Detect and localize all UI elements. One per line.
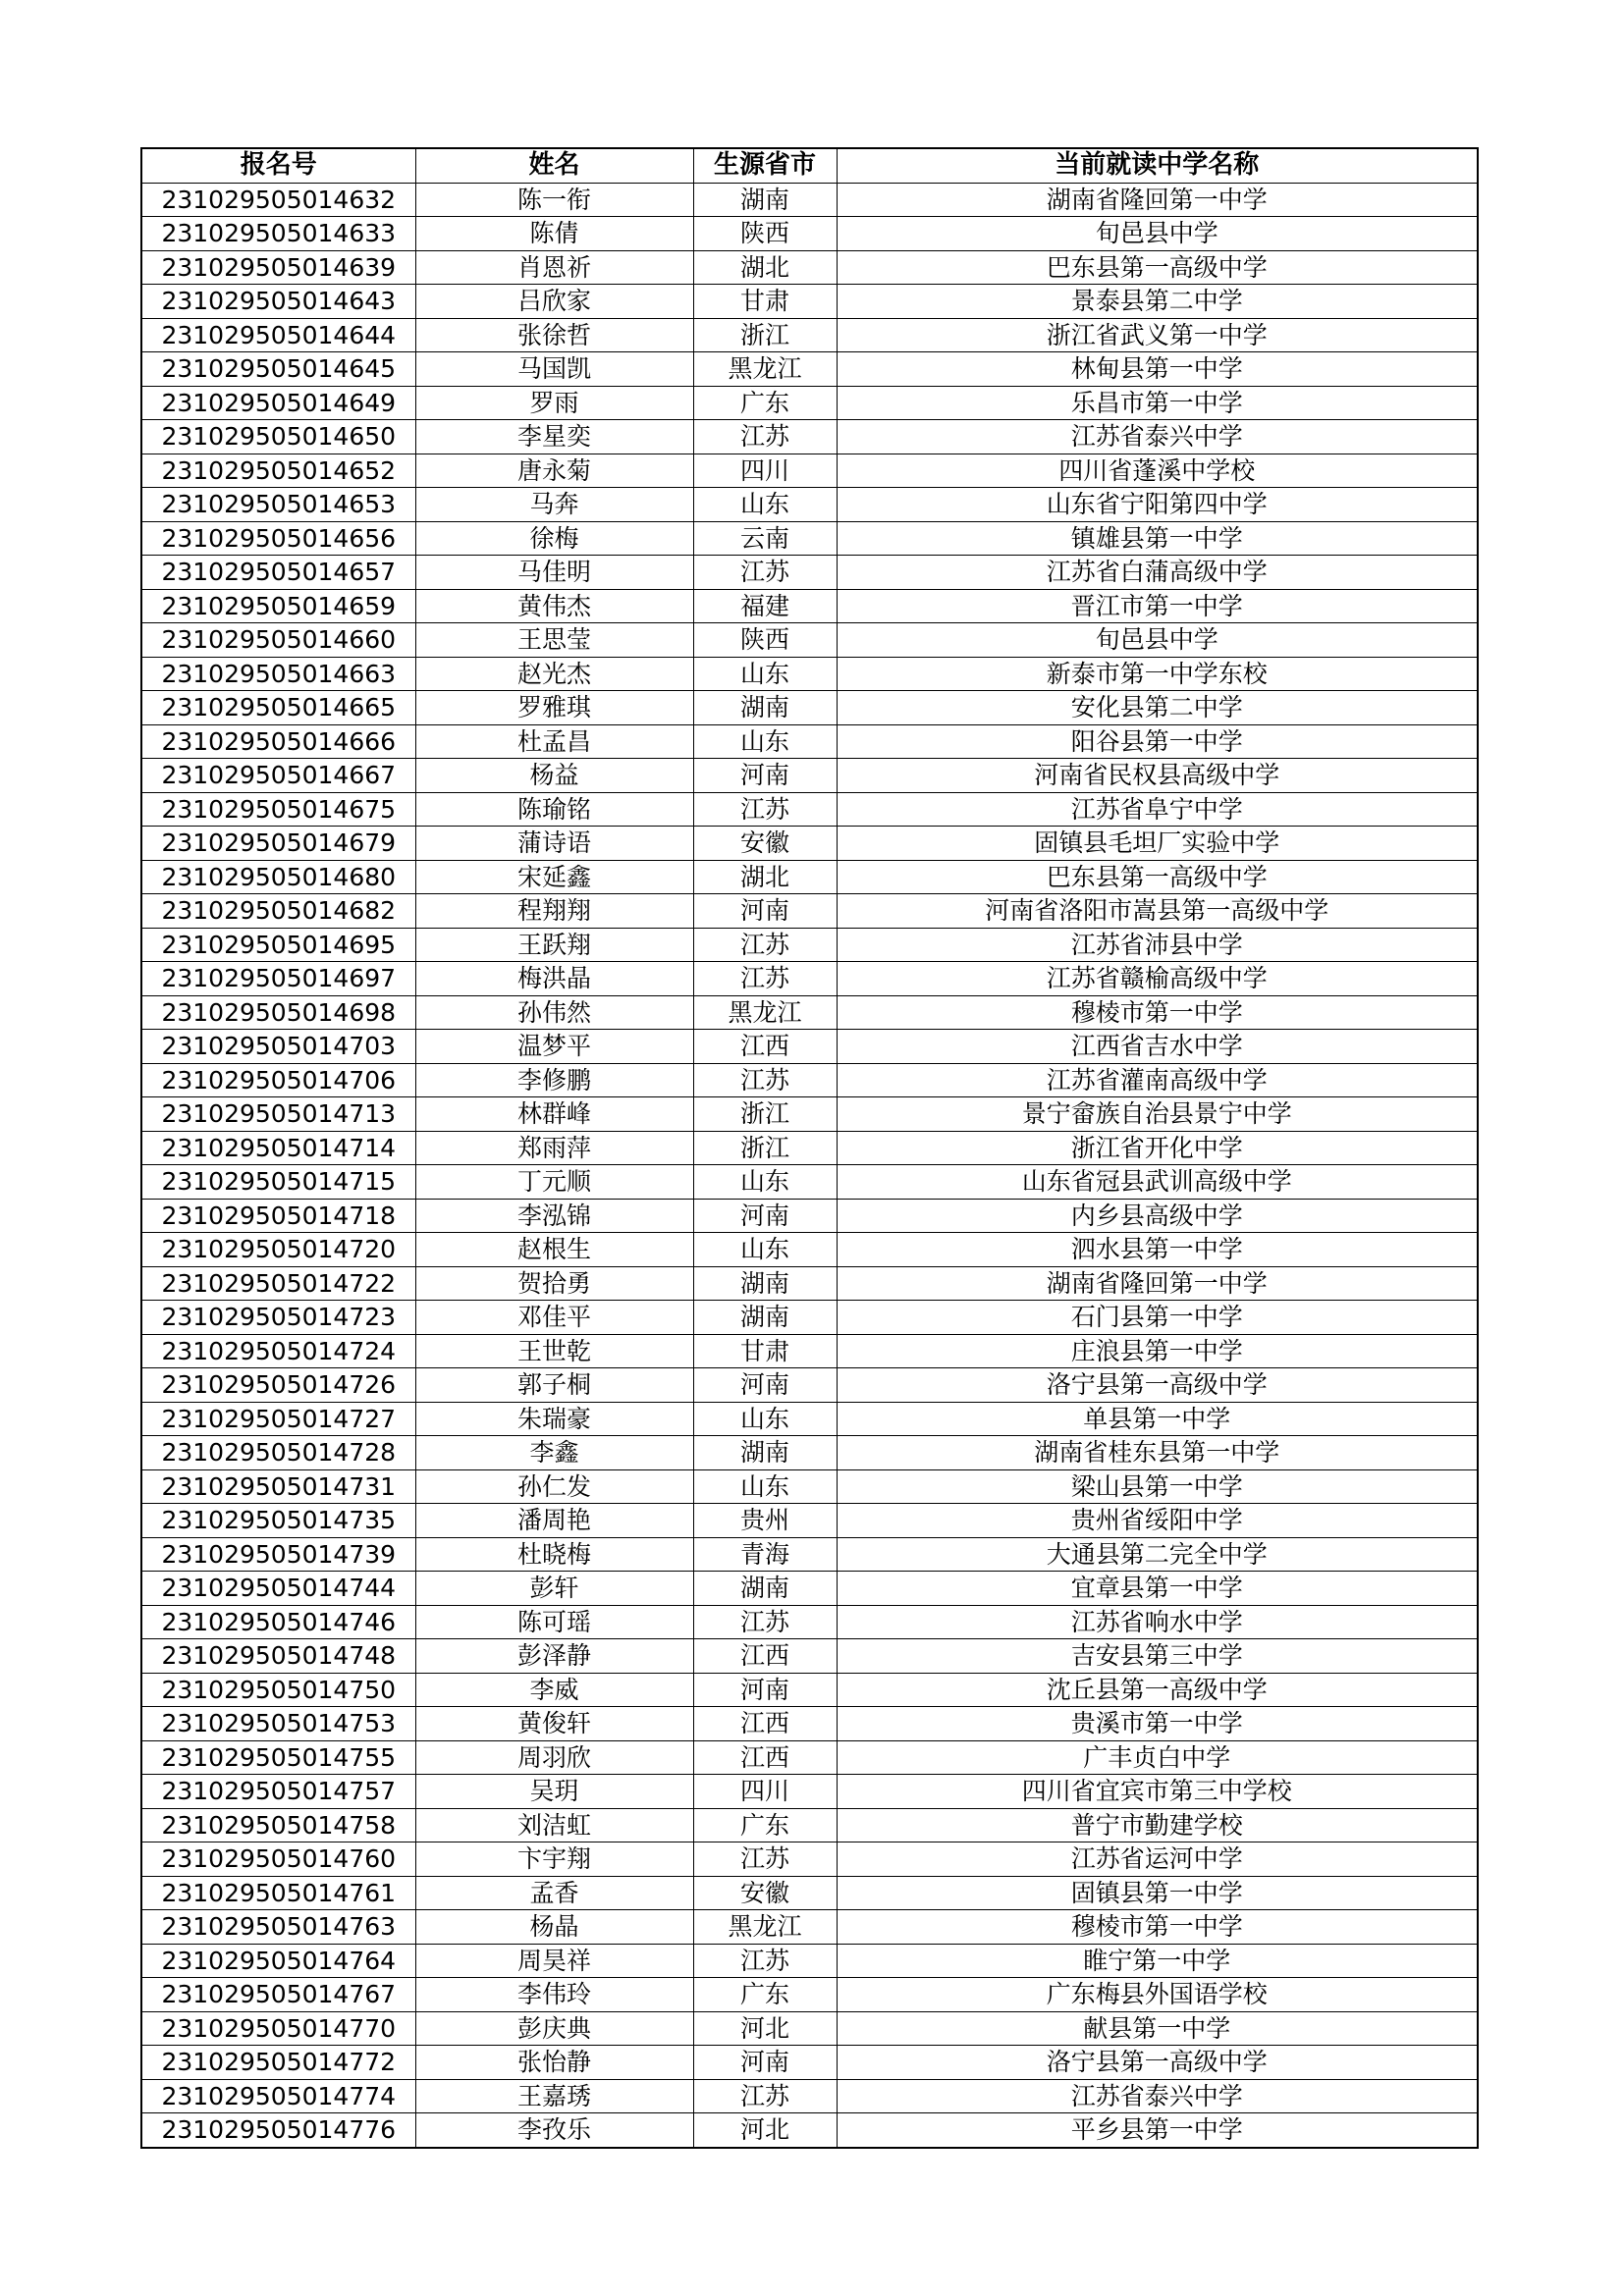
table-row xyxy=(141,1639,1478,1674)
cell-registration-number: 231029505014755 xyxy=(141,1740,415,1775)
cell-name: 郭子桐 xyxy=(415,1368,693,1403)
cell-name: 朱瑞豪 xyxy=(415,1402,693,1436)
cell-province: 山东 xyxy=(693,657,837,691)
cell-province: 山东 xyxy=(693,1233,837,1267)
cell-province: 湖南 xyxy=(693,1572,837,1606)
cell-name: 张怡静 xyxy=(415,2046,693,2080)
cell-school: 河南省民权县高级中学 xyxy=(837,759,1478,793)
header-school: 当前就读中学名称 xyxy=(837,148,1478,183)
table-row xyxy=(141,1266,1478,1301)
cell-province: 河北 xyxy=(693,2113,837,2148)
cell-name: 李泓锦 xyxy=(415,1199,693,1233)
cell-registration-number: 231029505014675 xyxy=(141,792,415,827)
table-row xyxy=(141,589,1478,623)
table-row xyxy=(141,792,1478,827)
cell-name: 孙仁发 xyxy=(415,1469,693,1504)
cell-name: 林群峰 xyxy=(415,1097,693,1132)
table-row xyxy=(141,183,1478,217)
table-row xyxy=(141,2113,1478,2148)
cell-province: 江苏 xyxy=(693,1944,837,1978)
cell-school: 四川省蓬溪中学校 xyxy=(837,454,1478,488)
cell-registration-number: 231029505014776 xyxy=(141,2113,415,2148)
cell-school: 安化县第二中学 xyxy=(837,691,1478,725)
cell-name: 贺拾勇 xyxy=(415,1266,693,1301)
header-name: 姓名 xyxy=(415,148,693,183)
cell-school: 四川省宜宾市第三中学校 xyxy=(837,1775,1478,1809)
cell-school: 江西省吉水中学 xyxy=(837,1030,1478,1064)
cell-name: 周羽欣 xyxy=(415,1740,693,1775)
cell-name: 李修鹏 xyxy=(415,1063,693,1097)
table-row xyxy=(141,488,1478,522)
cell-registration-number: 231029505014767 xyxy=(141,1978,415,2012)
cell-name: 周昊祥 xyxy=(415,1944,693,1978)
cell-registration-number: 231029505014764 xyxy=(141,1944,415,1978)
cell-registration-number: 231029505014715 xyxy=(141,1165,415,1200)
cell-registration-number: 231029505014657 xyxy=(141,556,415,590)
cell-school: 平乡县第一中学 xyxy=(837,2113,1478,2148)
cell-school: 浙江省武义第一中学 xyxy=(837,318,1478,352)
cell-province: 江苏 xyxy=(693,962,837,996)
cell-registration-number: 231029505014770 xyxy=(141,2011,415,2046)
cell-name: 郑雨萍 xyxy=(415,1131,693,1165)
cell-province: 河南 xyxy=(693,1199,837,1233)
cell-name: 赵根生 xyxy=(415,1233,693,1267)
cell-province: 福建 xyxy=(693,589,837,623)
cell-school: 河南省洛阳市嵩县第一高级中学 xyxy=(837,894,1478,929)
table-row xyxy=(141,1030,1478,1064)
cell-province: 黑龙江 xyxy=(693,995,837,1030)
cell-province: 河南 xyxy=(693,759,837,793)
cell-name: 卞宇翔 xyxy=(415,1842,693,1877)
cell-province: 河南 xyxy=(693,894,837,929)
cell-registration-number: 231029505014744 xyxy=(141,1572,415,1606)
table-row xyxy=(141,1605,1478,1639)
table-header-row xyxy=(141,148,1478,183)
table-row xyxy=(141,1740,1478,1775)
cell-registration-number: 231029505014649 xyxy=(141,386,415,420)
cell-province: 江苏 xyxy=(693,556,837,590)
cell-registration-number: 231029505014723 xyxy=(141,1301,415,1335)
table-row xyxy=(141,1233,1478,1267)
cell-province: 河北 xyxy=(693,2011,837,2046)
cell-registration-number: 231029505014758 xyxy=(141,1808,415,1842)
cell-school: 旬邑县中学 xyxy=(837,217,1478,251)
cell-registration-number: 231029505014643 xyxy=(141,285,415,319)
cell-registration-number: 231029505014680 xyxy=(141,860,415,894)
cell-province: 江西 xyxy=(693,1639,837,1674)
cell-registration-number: 231029505014703 xyxy=(141,1030,415,1064)
cell-school: 江苏省泰兴中学 xyxy=(837,2079,1478,2113)
cell-name: 李伟玲 xyxy=(415,1978,693,2012)
cell-name: 陈瑜铭 xyxy=(415,792,693,827)
cell-registration-number: 231029505014659 xyxy=(141,589,415,623)
cell-province: 四川 xyxy=(693,1775,837,1809)
cell-name: 马奔 xyxy=(415,488,693,522)
cell-name: 唐永菊 xyxy=(415,454,693,488)
table-row xyxy=(141,1334,1478,1368)
table-row xyxy=(141,318,1478,352)
table-row xyxy=(141,2011,1478,2046)
cell-registration-number: 231029505014739 xyxy=(141,1537,415,1572)
cell-school: 湖南省隆回第一中学 xyxy=(837,183,1478,217)
cell-name: 宋延鑫 xyxy=(415,860,693,894)
cell-school: 景宁畲族自治县景宁中学 xyxy=(837,1097,1478,1132)
cell-school: 广丰贞白中学 xyxy=(837,1740,1478,1775)
cell-registration-number: 231029505014728 xyxy=(141,1436,415,1470)
cell-name: 杨益 xyxy=(415,759,693,793)
cell-registration-number: 231029505014718 xyxy=(141,1199,415,1233)
cell-registration-number: 231029505014665 xyxy=(141,691,415,725)
cell-province: 贵州 xyxy=(693,1504,837,1538)
cell-province: 湖北 xyxy=(693,250,837,285)
cell-province: 江西 xyxy=(693,1707,837,1741)
cell-school: 单县第一中学 xyxy=(837,1402,1478,1436)
cell-registration-number: 231029505014663 xyxy=(141,657,415,691)
cell-name: 王思莹 xyxy=(415,623,693,658)
table-row xyxy=(141,1673,1478,1707)
cell-registration-number: 231029505014748 xyxy=(141,1639,415,1674)
cell-registration-number: 231029505014727 xyxy=(141,1402,415,1436)
cell-registration-number: 231029505014746 xyxy=(141,1605,415,1639)
cell-name: 梅洪晶 xyxy=(415,962,693,996)
cell-province: 湖南 xyxy=(693,1436,837,1470)
table-row xyxy=(141,724,1478,759)
cell-name: 罗雨 xyxy=(415,386,693,420)
cell-registration-number: 231029505014774 xyxy=(141,2079,415,2113)
cell-province: 安徽 xyxy=(693,1876,837,1910)
cell-registration-number: 231029505014757 xyxy=(141,1775,415,1809)
cell-school: 庄浪县第一中学 xyxy=(837,1334,1478,1368)
cell-name: 王世乾 xyxy=(415,1334,693,1368)
cell-province: 广东 xyxy=(693,386,837,420)
cell-name: 李星奕 xyxy=(415,420,693,454)
cell-name: 陈倩 xyxy=(415,217,693,251)
cell-province: 江苏 xyxy=(693,2079,837,2113)
cell-name: 彭庆典 xyxy=(415,2011,693,2046)
cell-registration-number: 231029505014660 xyxy=(141,623,415,658)
cell-school: 固镇县第一中学 xyxy=(837,1876,1478,1910)
cell-registration-number: 231029505014698 xyxy=(141,995,415,1030)
cell-registration-number: 231029505014720 xyxy=(141,1233,415,1267)
table-row xyxy=(141,386,1478,420)
cell-province: 湖南 xyxy=(693,1301,837,1335)
cell-school: 睢宁第一中学 xyxy=(837,1944,1478,1978)
cell-province: 甘肃 xyxy=(693,285,837,319)
cell-registration-number: 231029505014722 xyxy=(141,1266,415,1301)
cell-name: 黄伟杰 xyxy=(415,589,693,623)
cell-name: 王嘉琇 xyxy=(415,2079,693,2113)
cell-school: 大通县第二完全中学 xyxy=(837,1537,1478,1572)
cell-province: 安徽 xyxy=(693,827,837,861)
table-row xyxy=(141,1402,1478,1436)
cell-school: 沈丘县第一高级中学 xyxy=(837,1673,1478,1707)
cell-school: 宜章县第一中学 xyxy=(837,1572,1478,1606)
cell-name: 孟香 xyxy=(415,1876,693,1910)
cell-school: 江苏省灌南高级中学 xyxy=(837,1063,1478,1097)
cell-registration-number: 231029505014726 xyxy=(141,1368,415,1403)
table-row xyxy=(141,1842,1478,1877)
cell-province: 江苏 xyxy=(693,792,837,827)
cell-registration-number: 231029505014724 xyxy=(141,1334,415,1368)
cell-school: 献县第一中学 xyxy=(837,2011,1478,2046)
table-row xyxy=(141,556,1478,590)
cell-registration-number: 231029505014706 xyxy=(141,1063,415,1097)
table-row xyxy=(141,250,1478,285)
table-row xyxy=(141,1707,1478,1741)
student-table xyxy=(140,147,1479,2149)
cell-registration-number: 231029505014632 xyxy=(141,183,415,217)
cell-registration-number: 231029505014695 xyxy=(141,928,415,962)
table-row xyxy=(141,995,1478,1030)
cell-registration-number: 231029505014682 xyxy=(141,894,415,929)
cell-school: 江苏省赣榆高级中学 xyxy=(837,962,1478,996)
cell-school: 江苏省泰兴中学 xyxy=(837,420,1478,454)
cell-name: 肖恩祈 xyxy=(415,250,693,285)
cell-name: 杨晶 xyxy=(415,1910,693,1945)
cell-province: 黑龙江 xyxy=(693,1910,837,1945)
cell-province: 山东 xyxy=(693,1165,837,1200)
cell-province: 江苏 xyxy=(693,1842,837,1877)
table-row xyxy=(141,623,1478,658)
table-row xyxy=(141,420,1478,454)
table-row xyxy=(141,521,1478,556)
cell-name: 蒲诗语 xyxy=(415,827,693,861)
cell-school: 镇雄县第一中学 xyxy=(837,521,1478,556)
cell-school: 山东省冠县武训高级中学 xyxy=(837,1165,1478,1200)
table-row xyxy=(141,1165,1478,1200)
cell-registration-number: 231029505014639 xyxy=(141,250,415,285)
cell-province: 湖南 xyxy=(693,691,837,725)
cell-province: 广东 xyxy=(693,1808,837,1842)
cell-name: 刘洁虹 xyxy=(415,1808,693,1842)
cell-province: 山东 xyxy=(693,488,837,522)
cell-province: 浙江 xyxy=(693,1097,837,1132)
table-row xyxy=(141,285,1478,319)
cell-name: 丁元顺 xyxy=(415,1165,693,1200)
cell-name: 赵光杰 xyxy=(415,657,693,691)
cell-school: 湖南省桂东县第一中学 xyxy=(837,1436,1478,1470)
cell-registration-number: 231029505014645 xyxy=(141,352,415,387)
cell-registration-number: 231029505014763 xyxy=(141,1910,415,1945)
cell-province: 江西 xyxy=(693,1030,837,1064)
cell-province: 江苏 xyxy=(693,1063,837,1097)
cell-registration-number: 231029505014713 xyxy=(141,1097,415,1132)
cell-registration-number: 231029505014735 xyxy=(141,1504,415,1538)
cell-name: 李威 xyxy=(415,1673,693,1707)
table-row xyxy=(141,2079,1478,2113)
cell-province: 河南 xyxy=(693,1673,837,1707)
cell-registration-number: 231029505014644 xyxy=(141,318,415,352)
cell-name: 吕欣家 xyxy=(415,285,693,319)
cell-name: 温梦平 xyxy=(415,1030,693,1064)
cell-registration-number: 231029505014753 xyxy=(141,1707,415,1741)
cell-registration-number: 231029505014731 xyxy=(141,1469,415,1504)
table-row xyxy=(141,1876,1478,1910)
table-row xyxy=(141,1301,1478,1335)
cell-school: 穆棱市第一中学 xyxy=(837,1910,1478,1945)
table-row xyxy=(141,1808,1478,1842)
cell-school: 洛宁县第一高级中学 xyxy=(837,1368,1478,1403)
cell-school: 浙江省开化中学 xyxy=(837,1131,1478,1165)
cell-name: 黄俊轩 xyxy=(415,1707,693,1741)
cell-registration-number: 231029505014750 xyxy=(141,1673,415,1707)
cell-name: 李鑫 xyxy=(415,1436,693,1470)
cell-school: 江苏省沛县中学 xyxy=(837,928,1478,962)
cell-school: 江苏省运河中学 xyxy=(837,1842,1478,1877)
table-row xyxy=(141,1063,1478,1097)
cell-school: 石门县第一中学 xyxy=(837,1301,1478,1335)
cell-name: 潘周艳 xyxy=(415,1504,693,1538)
cell-school: 固镇县毛坦厂实验中学 xyxy=(837,827,1478,861)
table-row xyxy=(141,1978,1478,2012)
table-row xyxy=(141,1368,1478,1403)
cell-school: 林甸县第一中学 xyxy=(837,352,1478,387)
cell-school: 巴东县第一高级中学 xyxy=(837,860,1478,894)
table-row xyxy=(141,1572,1478,1606)
cell-province: 青海 xyxy=(693,1537,837,1572)
table-row xyxy=(141,1775,1478,1809)
cell-province: 山东 xyxy=(693,1469,837,1504)
cell-registration-number: 231029505014667 xyxy=(141,759,415,793)
table-row xyxy=(141,1131,1478,1165)
cell-province: 江苏 xyxy=(693,928,837,962)
cell-school: 贵溪市第一中学 xyxy=(837,1707,1478,1741)
cell-school: 吉安县第三中学 xyxy=(837,1639,1478,1674)
table-row xyxy=(141,691,1478,725)
cell-school: 梁山县第一中学 xyxy=(837,1469,1478,1504)
cell-registration-number: 231029505014653 xyxy=(141,488,415,522)
cell-province: 云南 xyxy=(693,521,837,556)
cell-school: 内乡县高级中学 xyxy=(837,1199,1478,1233)
cell-province: 甘肃 xyxy=(693,1334,837,1368)
cell-school: 贵州省绥阳中学 xyxy=(837,1504,1478,1538)
table-row xyxy=(141,1199,1478,1233)
table-row xyxy=(141,894,1478,929)
cell-name: 杜晓梅 xyxy=(415,1537,693,1572)
header-registration-number: 报名号 xyxy=(141,148,415,183)
cell-school: 新泰市第一中学东校 xyxy=(837,657,1478,691)
cell-school: 湖南省隆回第一中学 xyxy=(837,1266,1478,1301)
table-row xyxy=(141,1944,1478,1978)
cell-name: 程翔翔 xyxy=(415,894,693,929)
cell-province: 浙江 xyxy=(693,1131,837,1165)
cell-school: 洛宁县第一高级中学 xyxy=(837,2046,1478,2080)
cell-registration-number: 231029505014714 xyxy=(141,1131,415,1165)
cell-name: 彭泽静 xyxy=(415,1639,693,1674)
cell-name: 杜孟昌 xyxy=(415,724,693,759)
table-row xyxy=(141,928,1478,962)
cell-province: 陕西 xyxy=(693,217,837,251)
cell-school: 景泰县第二中学 xyxy=(837,285,1478,319)
cell-province: 河南 xyxy=(693,1368,837,1403)
cell-school: 江苏省白蒲高级中学 xyxy=(837,556,1478,590)
cell-school: 阳谷县第一中学 xyxy=(837,724,1478,759)
cell-province: 四川 xyxy=(693,454,837,488)
table-row xyxy=(141,217,1478,251)
cell-school: 江苏省响水中学 xyxy=(837,1605,1478,1639)
cell-registration-number: 231029505014697 xyxy=(141,962,415,996)
table-row xyxy=(141,1910,1478,1945)
header-province: 生源省市 xyxy=(693,148,837,183)
table-row xyxy=(141,1504,1478,1538)
table-row xyxy=(141,657,1478,691)
table-row xyxy=(141,1537,1478,1572)
table-row xyxy=(141,1469,1478,1504)
table-row xyxy=(141,454,1478,488)
cell-school: 广东梅县外国语学校 xyxy=(837,1978,1478,2012)
table-row xyxy=(141,962,1478,996)
cell-registration-number: 231029505014652 xyxy=(141,454,415,488)
cell-province: 浙江 xyxy=(693,318,837,352)
cell-registration-number: 231029505014679 xyxy=(141,827,415,861)
cell-name: 李孜乐 xyxy=(415,2113,693,2148)
cell-name: 张徐哲 xyxy=(415,318,693,352)
table-row xyxy=(141,1097,1478,1132)
cell-province: 湖北 xyxy=(693,860,837,894)
cell-name: 邓佳平 xyxy=(415,1301,693,1335)
cell-name: 王跃翔 xyxy=(415,928,693,962)
cell-province: 山东 xyxy=(693,1402,837,1436)
table-row xyxy=(141,352,1478,387)
cell-province: 江苏 xyxy=(693,1605,837,1639)
cell-name: 徐梅 xyxy=(415,521,693,556)
cell-name: 马佳明 xyxy=(415,556,693,590)
cell-name: 罗雅琪 xyxy=(415,691,693,725)
cell-name: 陈可瑶 xyxy=(415,1605,693,1639)
cell-school: 旬邑县中学 xyxy=(837,623,1478,658)
cell-province: 湖南 xyxy=(693,1266,837,1301)
cell-name: 孙伟然 xyxy=(415,995,693,1030)
cell-school: 晋江市第一中学 xyxy=(837,589,1478,623)
cell-province: 山东 xyxy=(693,724,837,759)
cell-registration-number: 231029505014772 xyxy=(141,2046,415,2080)
table-body xyxy=(141,183,1478,2148)
cell-name: 彭轩 xyxy=(415,1572,693,1606)
cell-school: 山东省宁阳第四中学 xyxy=(837,488,1478,522)
cell-province: 黑龙江 xyxy=(693,352,837,387)
cell-province: 江西 xyxy=(693,1740,837,1775)
cell-registration-number: 231029505014761 xyxy=(141,1876,415,1910)
table-row xyxy=(141,1436,1478,1470)
table-row xyxy=(141,2046,1478,2080)
cell-school: 穆棱市第一中学 xyxy=(837,995,1478,1030)
cell-province: 广东 xyxy=(693,1978,837,2012)
cell-province: 河南 xyxy=(693,2046,837,2080)
cell-province: 陕西 xyxy=(693,623,837,658)
cell-name: 吴玥 xyxy=(415,1775,693,1809)
table-row xyxy=(141,759,1478,793)
cell-registration-number: 231029505014760 xyxy=(141,1842,415,1877)
cell-school: 泗水县第一中学 xyxy=(837,1233,1478,1267)
cell-registration-number: 231029505014656 xyxy=(141,521,415,556)
cell-school: 巴东县第一高级中学 xyxy=(837,250,1478,285)
cell-name: 马国凯 xyxy=(415,352,693,387)
cell-school: 普宁市勤建学校 xyxy=(837,1808,1478,1842)
cell-province: 湖南 xyxy=(693,183,837,217)
cell-province: 江苏 xyxy=(693,420,837,454)
cell-school: 江苏省阜宁中学 xyxy=(837,792,1478,827)
cell-name: 陈一衔 xyxy=(415,183,693,217)
table-row xyxy=(141,860,1478,894)
cell-registration-number: 231029505014650 xyxy=(141,420,415,454)
cell-registration-number: 231029505014633 xyxy=(141,217,415,251)
cell-school: 乐昌市第一中学 xyxy=(837,386,1478,420)
cell-registration-number: 231029505014666 xyxy=(141,724,415,759)
table-row xyxy=(141,827,1478,861)
